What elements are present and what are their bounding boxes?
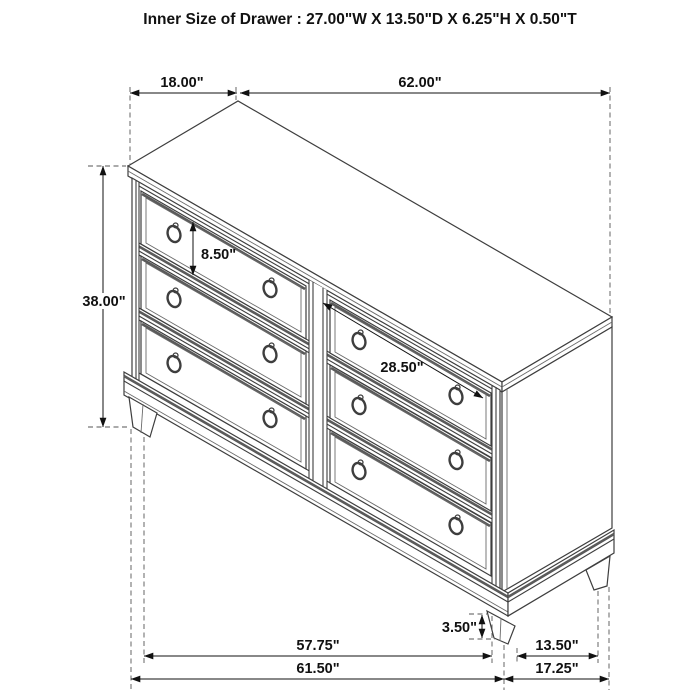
dim-base-depth-label: 17.25"	[535, 661, 579, 677]
dimension-top-depth	[130, 75, 237, 93]
dim-front-feet-span-label: 57.75"	[296, 638, 340, 654]
dimension-foot-height	[442, 614, 495, 639]
dim-top-depth-label: 18.00"	[160, 75, 204, 91]
dim-overall-height-label: 38.00"	[82, 294, 126, 310]
dim-base-width-label: 61.50"	[296, 661, 340, 677]
dim-side-feet-gap-label: 13.50"	[535, 638, 579, 654]
dresser-drawing	[124, 101, 614, 644]
dimension-side-feet-gap	[517, 638, 598, 656]
dim-top-width-label: 62.00"	[398, 75, 442, 91]
dimension-base-depth	[504, 661, 609, 679]
dimension-overall-height	[79, 166, 129, 427]
front-right-foot	[487, 611, 515, 644]
dim-foot-height-label: 3.50"	[441, 620, 477, 636]
dim-right-drawer-width-label: 28.50"	[380, 360, 424, 376]
dimension-front-feet-span	[144, 638, 492, 656]
dimension-top-width	[240, 75, 610, 93]
dimension-base-width	[131, 661, 504, 679]
dim-drawer-front-height-label: 8.50"	[201, 247, 237, 263]
diagram-title: Inner Size of Drawer : 27.00"W X 13.50"D X 6.25"H X 0.50"T	[143, 11, 577, 28]
